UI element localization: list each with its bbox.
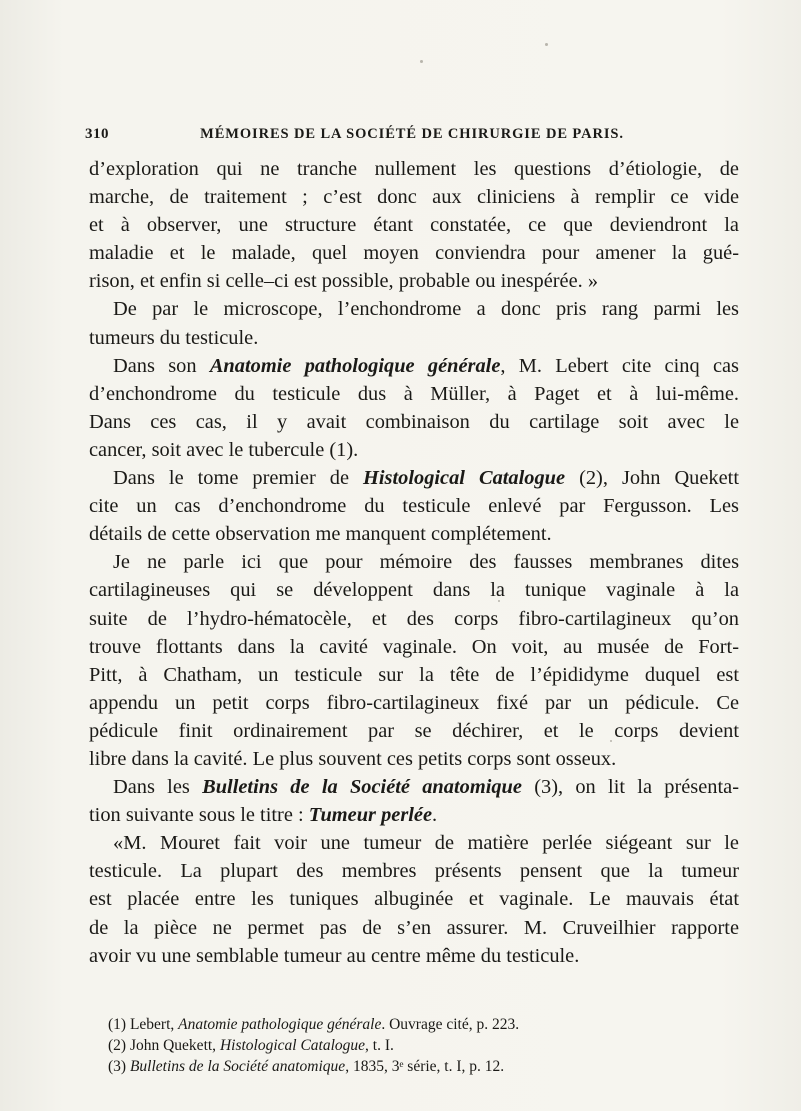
paper-speck	[545, 43, 548, 46]
page-number: 310	[85, 126, 109, 142]
text-line: d’exploration qui ne tranche nullement les questions d’étiologie, de	[89, 158, 739, 180]
text-segment: (2), John Quekett	[565, 467, 740, 490]
footnote-text: , t. I.	[365, 1037, 394, 1054]
footnote-italic-title: Bulletins de la Société anatomique	[129, 1058, 346, 1075]
text-line: détails de cette observation me manquent complétement.	[89, 523, 552, 546]
text-line: et à observer, une structure étant constatée, ce que deviendront la	[89, 214, 739, 237]
text-line: trouve flottants dans la cavité vaginale. On voit, au musée de Fort-	[89, 635, 739, 658]
footnote-italic-title: Anatomie pathologique générale	[178, 1016, 382, 1033]
text-line: tumeurs du testicule.	[89, 326, 259, 349]
footnotes	[108, 1014, 748, 1077]
body-text	[89, 155, 739, 970]
text-line: «M. Mouret fait voir une tumeur de matière perlée siégeant sur le	[113, 832, 739, 855]
italic-title: Histological Catalogue	[363, 467, 566, 490]
footnote-text: Lebert,	[126, 1016, 179, 1033]
text-line: de la pièce ne permet pas de s’en assurer. M. Cruveilhier rapporte	[89, 916, 739, 939]
text-line: marche, de traitement ; c’est donc aux cliniciens à remplir ce vide	[89, 186, 739, 209]
italic-title: Bulletins de la Société anatomique	[202, 776, 522, 799]
text-line: De par le microscope, l’enchondrome a donc pris rang parmi les	[113, 298, 739, 321]
text-line: Dans ces cas, il y avait combinaison du cartilage soit avec le	[89, 410, 739, 433]
text-line	[89, 464, 739, 492]
page-header	[85, 126, 739, 148]
text-line: maladie et le malade, quel moyen conviendra pour amener la gué-	[89, 242, 739, 265]
text-line: appendu un petit corps fibro-cartilagineux fixé par un pédicule. Ce	[89, 691, 739, 714]
footnote	[108, 1035, 748, 1056]
text-line: testicule. La plupart des membres présents pensent que la tumeur	[89, 860, 739, 883]
footnote-text: , 1835, 3ᵉ série, t. I, p. 12.	[345, 1058, 505, 1075]
text-line: cite un cas d’enchondrome du testicule enlevé par Fergusson. Les	[89, 495, 739, 518]
text-segment: Dans son	[113, 354, 210, 377]
text-segment: Dans les	[113, 776, 203, 799]
paper-speck	[420, 60, 423, 63]
text-segment: tion suivante sous le titre :	[89, 804, 309, 827]
text-line	[89, 773, 739, 801]
italic-title: Tumeur perlée	[308, 804, 433, 827]
footnote-number: (1)	[108, 1016, 127, 1033]
footnote-number: (2)	[108, 1037, 127, 1054]
running-title: MÉMOIRES DE LA SOCIÉTÉ DE CHIRURGIE DE PARIS.	[200, 126, 624, 142]
text-line: pédicule finit ordinairement par se déchirer, et le corps devient	[89, 719, 739, 742]
text-line: libre dans la cavité. Le plus souvent ces petits corps sont osseux.	[89, 747, 617, 770]
text-line	[89, 352, 739, 380]
footnote	[108, 1014, 748, 1035]
text-segment: (3), on lit la présenta-	[521, 776, 739, 799]
text-line: Je ne parle ici que pour mémoire des fausses membranes dites	[113, 551, 739, 574]
footnote	[108, 1056, 748, 1077]
text-segment: Dans le tome premier de	[113, 467, 364, 490]
text-line: suite de l’hydro-hématocèle, et des corps fibro-cartilagineux qu’on	[89, 607, 739, 630]
text-line: est placée entre les tuniques albuginée et vaginale. Le mauvais état	[89, 888, 739, 911]
text-line: cancer, soit avec le tubercule (1).	[89, 438, 359, 461]
footnote-italic-title: Histological Catalogue	[219, 1037, 366, 1054]
text-line: d’enchondrome du testicule dus à Müller, à Paget et à lui-même.	[89, 382, 739, 405]
text-segment: , M. Lebert cite cinq cas	[500, 354, 739, 377]
footnote-text: . Ouvrage cité, p. 223.	[381, 1016, 520, 1033]
text-line: avoir vu une semblable tumeur au centre même du testicule.	[89, 944, 580, 967]
text-segment: .	[432, 804, 438, 827]
text-line: Pitt, à Chatham, un testicule sur la tête de l’épididyme duquel est	[89, 663, 739, 686]
footnote-number: (3)	[108, 1058, 127, 1075]
text-line: cartilagineuses qui se développent dans la tunique vaginale à la	[89, 579, 739, 602]
italic-title: Anatomie pathologique générale	[209, 354, 501, 377]
text-line: rison, et enfin si celle–ci est possible, probable ou inespérée. »	[89, 270, 599, 293]
text-line	[89, 801, 739, 829]
footnote-text: John Quekett,	[126, 1037, 220, 1054]
